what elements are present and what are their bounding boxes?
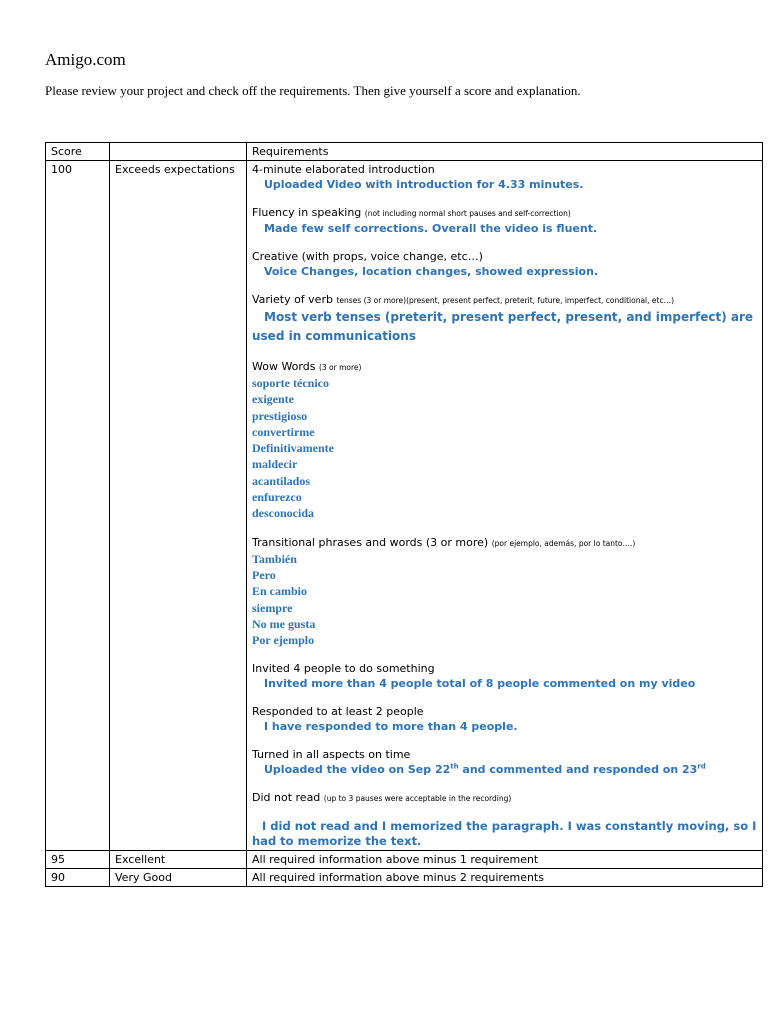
list-item: siempre [252, 600, 293, 615]
list-item: Definitivamente [252, 441, 334, 456]
list-item: soporte técnico [252, 376, 329, 390]
requirement-label: Transitional phrases and words (3 or more) (por ejemplo, además, por lo tanto….) [252, 535, 636, 549]
table-row [46, 869, 763, 887]
student-answer: Most verb tenses (preterit, present perfect, present, and imperfect) are used in communications [252, 310, 754, 343]
level-cell: Exceeds expectations [110, 161, 247, 851]
transition-words-list [252, 551, 757, 649]
list-item: enfurezco [252, 490, 302, 505]
requirement-label: Variety of verb tenses (3 or more)(present, present perfect, preterit, future, imperfect, conditional, etc…) [252, 293, 675, 306]
requirement-label: Wow Words (3 or more) [252, 360, 362, 373]
level-cell: Excellent [110, 851, 247, 869]
table-header-row [46, 143, 763, 161]
list-item: exigente [252, 392, 294, 407]
list-item: En cambio [252, 584, 308, 599]
level-cell: Very Good [110, 869, 247, 887]
student-answer: Made few self corrections. Overall the video is fluent. [264, 222, 598, 235]
list-item: prestigioso [252, 408, 308, 423]
student-answer: Voice Changes, location changes, showed expression. [264, 265, 599, 278]
list-item: acantilados [252, 473, 311, 488]
student-answer: I have responded to more than 4 people. [264, 720, 518, 734]
score-cell: 90 [46, 869, 110, 887]
requirement-label: Invited 4 people to do something [252, 662, 435, 676]
wow-words-list [252, 375, 757, 522]
requirement-label: Creative (with props, voice change, etc…) [252, 250, 483, 263]
list-item: Por ejemplo [252, 633, 315, 648]
header-level [110, 143, 247, 161]
list-item: maldecir [252, 457, 298, 472]
student-answer: Uploaded Video with introduction for 4.33 minutes. [264, 178, 584, 191]
list-item: convertirme [252, 424, 315, 439]
student-answer: Invited more than 4 people total of 8 people commented on my video [264, 677, 696, 691]
student-answer: Uploaded the video on Sep 22th and commented and responded on 23rd [264, 762, 706, 777]
requirements-cell: All required information above minus 2 requirements [247, 869, 763, 887]
table-row [46, 851, 763, 869]
header-score: Score [46, 143, 110, 161]
student-answer: I did not read and I memorized the paragraph. I was constantly moving, so I had to memorize the text. [252, 819, 757, 849]
requirements-cell: All required information above minus 1 requirement [247, 851, 763, 869]
requirement-label: Responded to at least 2 people [252, 705, 424, 719]
instructions-text: Please review your project and check off the requirements. Then give yourself a score and explanation. [45, 83, 581, 98]
rubric-table [45, 142, 763, 887]
score-cell: 100 [46, 161, 110, 851]
list-item: No me gusta [252, 616, 316, 631]
list-item: desconocida [252, 506, 315, 521]
list-item: Pero [252, 567, 276, 582]
requirement-label: Fluency in speaking (not including normal short pauses and self-correction) [252, 206, 571, 219]
requirements-cell [247, 161, 763, 851]
header-requirements: Requirements [247, 143, 763, 161]
score-cell: 95 [46, 851, 110, 869]
list-item: También [252, 551, 297, 566]
requirement-label: Turned in all aspects on time [252, 748, 411, 762]
table-row [46, 161, 763, 851]
document-title: Amigo.com [45, 50, 126, 69]
requirement-label: 4-minute elaborated introduction [252, 163, 435, 176]
requirement-label: Did not read (up to 3 pauses were acceptable in the recording) [252, 791, 512, 805]
